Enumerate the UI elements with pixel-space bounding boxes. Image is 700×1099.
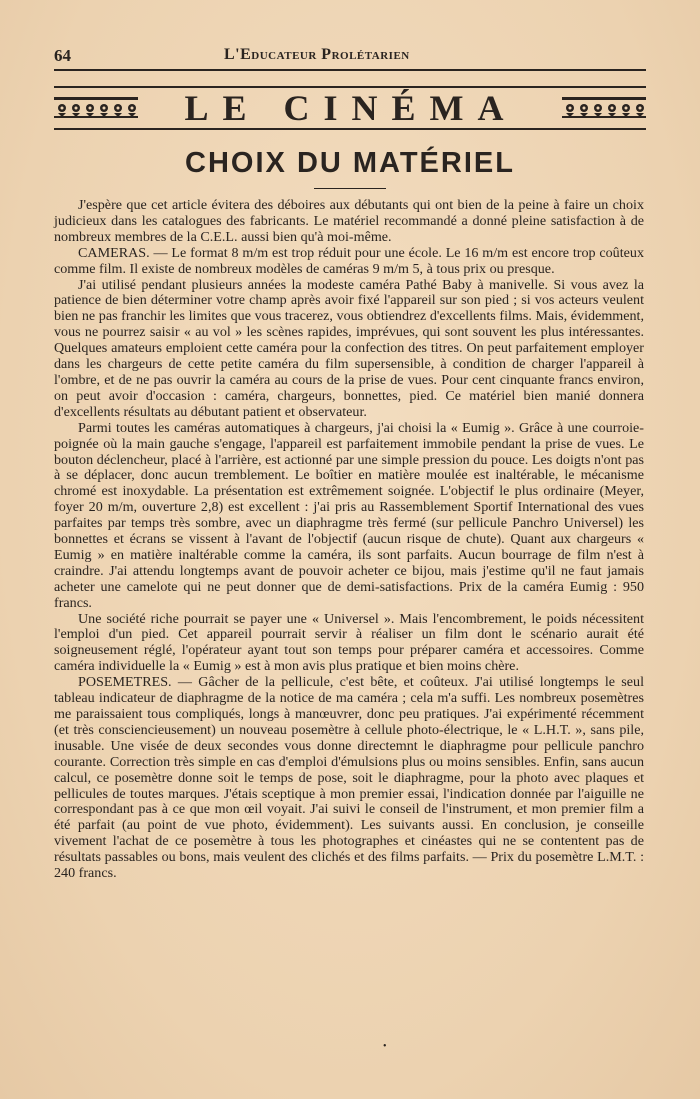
- section-title: LE CINÉMA: [184, 88, 518, 128]
- paragraph-posemetres: POSEMETRES. — Gâcher de la pellicule, c'est bête, et coûteux. J'ai utilisé longtemps le seul tableau indicateur de diaphragme de la notice de ma caméra ; cela m'a suffi. Les nombreux posemètres me paraissaient tous compliqués, longs à manœuvrer, donc peu pratiques. J'ai expérimenté récemment (et très consciencieusement) un nouveau posemètre à cellule photo-électrique, le « L.H.T. », sans pile, inusable. Une visée de deux secondes vous donne directemnt le diaphragme pour pellicule panchro courante. Correction très simple en cas d'emploi d'émulsions plus ou moins sensibles. Enfin, sans aucun calcul, ce posemètre donne soit le temps de pose, soit le diaphragme, pour la photo avec plaques et pellicules de toutes marques. J'étais sceptique à mon premier essai, l'indication donnée par l'aiguille ne correspondant pas à ce que mon œil voyait. J'ai suivi le conseil de l'instrument, et mon premier film a été parfait (au point de vue photo, évidemment). Les suivants aussi. En conclusion, je conseille vivement l'achat de ce posemètre à tous les photographes et cinéastes qui ne se contentent pas de résultats passables ou bons, mais veulent des clichés et des films parfaits. — Prix du posemètre L.M.T. : 240 francs.: [54, 674, 644, 882]
- ornament-right-icon: [562, 97, 646, 119]
- paragraph-pathe-baby: J'ai utilisé pendant plusieurs années la modeste caméra Pathé Baby à manivelle. Si vous avez la patience de bien déterminer votre champ après avoir fixé l'appareil sur son pied ; si vos acteurs veulent bien ne pas franchir les limites que vous tracerez, vous obtiendrez d'excellents films. Mais, évidemment, vous ne pourrez saisir « au vol » les scènes rapides, imprévues, qui sont souvent les plus intéressantes. Quelques amateurs emploient cette caméra pour la confection des titres. On peut parfaitement employer dans les chargeurs de cette petite caméra du film supersensible, à condition de charger l'appareil à l'ombre, et de ne pas ouvrir la caméra au cours de la prise de vues. Pour cent cinquante francs environ, on peut avoir d'occasion : caméra, chargeurs, bonnettes, pied. Ce matériel bien manié donnera d'excellents résultats au débutant patient et observateur.: [54, 276, 644, 420]
- bottom-mark: •: [383, 1041, 387, 1052]
- paragraph-eumig: Parmi toutes les caméras automatiques à chargeurs, j'ai choisi la « Eumig ». Grâce à une courroie-poignée où la main gauche s'engage, l'appareil est parfaitement immobile pendant la prise de vues. Le bouton déclencheur, placé à l'arrière, est actionné par une simple pression du pouce. Les doigts n'ont pas à se déplacer, donc aucun tremblement. Le boîtier en matière moulée est inaltérable, le mécanisme chromé est inoxydable. La présentation est extrêmement soignée. L'objectif le plus ordinaire (Meyer, foyer 20 m/m, ouverture 2,8) est excellent : j'ai pris au Rassemblement Sportif International des vues parfaites par temps très sombre, avec un diaphragme très fermé (sur pellicule Panchro Universel) les bonnettes et écrans se vissent à l'avant de l'objectif (aucun risque de chute). Quant aux chargeurs « Eumig » en matière inaltérable comme la caméra, ils sont parfaits. Aucun bourrage de film n'est à craindre. J'ai attendu longtemps avant de pouvoir acheter ce bijou, mais j'estime qu'il ne faut jamais acheter une camelote qui ne peut donner que de demi-satisfactions. Prix de la caméra Eumig : 950 francs.: [54, 419, 644, 611]
- title-rule: [314, 188, 386, 189]
- journal-title: L'Educateur Prolétarien: [224, 46, 410, 63]
- section-banner: [54, 86, 646, 130]
- article-title: CHOIX DU MATÉRIEL: [185, 147, 515, 179]
- paragraph-cameras: CAMERAS. — Le format 8 m/m est trop réduit pour une école. Le 16 m/m est encore trop coûteux comme film. Il existe de nombreux modèles de caméras 9 m/m 5, à tous prix ou presque.: [54, 244, 644, 277]
- paragraph-universel: Une société riche pourrait se payer une « Universel ». Mais l'encombrement, le poids nécessitent l'emploi d'un pied. Cet appareil pourrait servir à réaliser un film dont le scénario aurait été soigneusement réglé, l'opérateur ayant tout son temps pour préparer caméra et accessoires. Comme caméra individuelle la « Eumig » est à mon avis plus pratique et bien moins chère.: [54, 610, 644, 675]
- banner-rule-bottom: [54, 128, 646, 130]
- page-number: 64: [54, 46, 71, 65]
- article-body: [54, 198, 644, 882]
- header-rule: [54, 69, 646, 71]
- paragraph-intro: J'espère que cet article évitera des déboires aux débutants qui ont bien de la peine à faire un choix judicieux dans les catalogues des fabricants. Le matériel recommandé a donné pleine satisfaction à de nombreux membres de la C.E.L. aussi bien qu'à moi-même.: [54, 197, 644, 245]
- ornament-left-icon: [54, 97, 138, 119]
- page-header: [54, 44, 646, 70]
